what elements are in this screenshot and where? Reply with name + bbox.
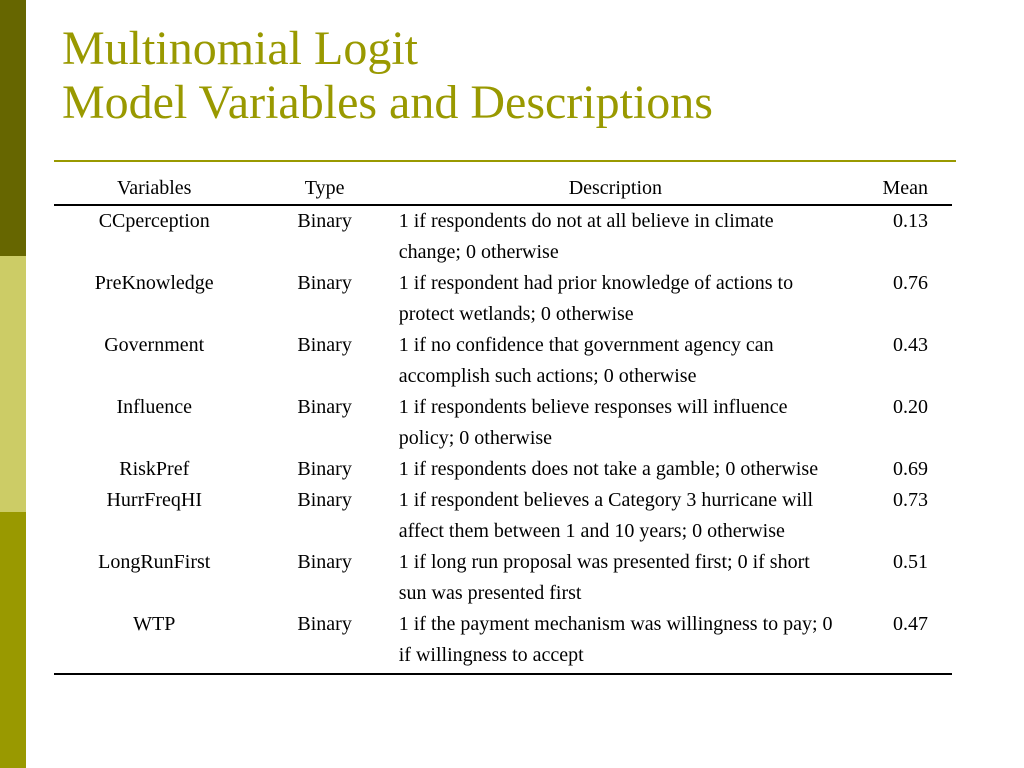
cell-variable: WTP [54, 609, 254, 674]
header-type: Type [254, 172, 394, 205]
title-line-2: Model Variables and Descriptions [62, 76, 713, 129]
cell-mean: 0.51 [893, 551, 928, 573]
side-bar-top [0, 0, 26, 256]
cell-mean: 0.20 [893, 396, 928, 418]
cell-mean: 0.76 [893, 272, 928, 294]
cell-variable: HurrFreqHI [106, 489, 202, 511]
table-row [54, 205, 952, 268]
table-header-row [54, 172, 952, 205]
cell-description: 1 if respondent had prior knowledge of actions to protect wetlands; 0 otherwise [398, 272, 794, 325]
table-row [54, 454, 952, 485]
title-line-1: Multinomial Logit [62, 22, 418, 75]
cell-type: Binary [297, 489, 352, 511]
cell-type: Binary [297, 210, 352, 232]
cell-type: Binary [297, 334, 352, 356]
side-bar-middle [0, 256, 26, 512]
cell-variable: CCperception [98, 210, 210, 232]
cell-description: 1 if respondent believes a Category 3 hurricane will affect them between 1 and 10 years; 0 otherwise [398, 489, 814, 542]
cell-type: Binary [254, 609, 394, 674]
cell-type: Binary [297, 272, 352, 294]
cell-mean: 0.43 [893, 334, 928, 356]
table-row [54, 330, 952, 392]
side-bar-bottom [0, 512, 26, 768]
cell-variable: LongRunFirst [98, 551, 211, 573]
cell-mean: 0.69 [893, 458, 928, 480]
cell-description: 1 if respondents does not take a gamble; 0 otherwise [398, 458, 819, 480]
cell-description: 1 if no confidence that government agency can accomplish such actions; 0 otherwise [398, 334, 774, 387]
table-body [54, 205, 952, 674]
cell-description: 1 if long run proposal was presented first; 0 if short sun was presented first [398, 551, 810, 604]
table-row [54, 268, 952, 330]
table-row [54, 485, 952, 547]
cell-type: Binary [297, 396, 352, 418]
cell-description: 1 if the payment mechanism was willingness to pay; 0 if willingness to accept [395, 609, 836, 674]
cell-mean: 0.47 [836, 609, 952, 674]
header-mean: Mean [836, 172, 952, 205]
slide-title [62, 22, 713, 130]
cell-variable: Government [104, 334, 205, 356]
cell-type: Binary [297, 458, 352, 480]
variables-table [54, 172, 952, 675]
cell-description: 1 if respondents do not at all believe in climate change; 0 otherwise [398, 210, 774, 263]
header-description: Description [395, 172, 836, 205]
cell-type: Binary [297, 551, 352, 573]
variables-table-container [54, 172, 952, 675]
header-variables: Variables [54, 172, 254, 205]
cell-variable: Influence [116, 396, 192, 418]
title-rule [54, 160, 956, 162]
cell-mean: 0.13 [893, 210, 928, 232]
table-row [54, 547, 952, 609]
cell-mean: 0.73 [893, 489, 928, 511]
table-row [54, 609, 952, 674]
table-row [54, 392, 952, 454]
cell-variable: PreKnowledge [94, 272, 214, 294]
cell-description: 1 if respondents believe responses will influence policy; 0 otherwise [398, 396, 788, 449]
cell-variable: RiskPref [119, 458, 190, 480]
